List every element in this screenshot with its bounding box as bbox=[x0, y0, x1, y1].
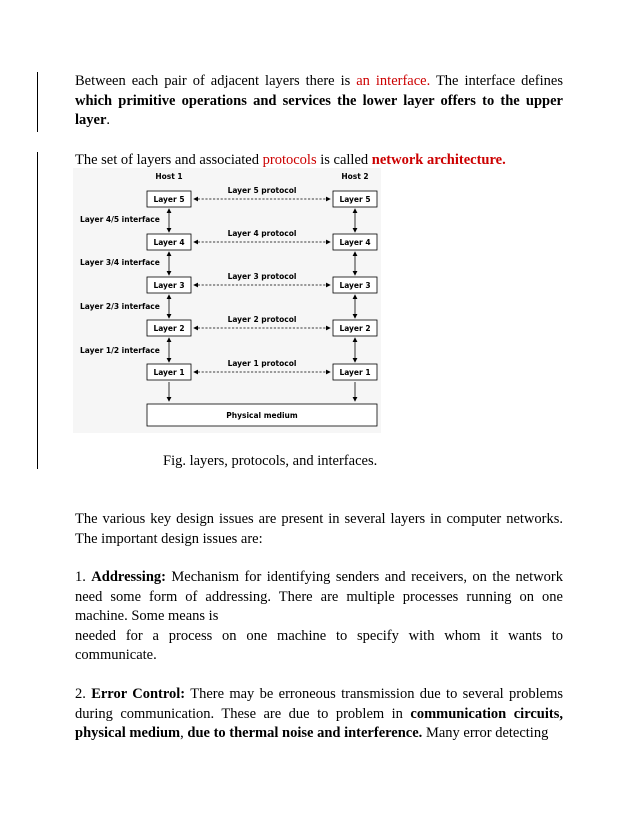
host2-layer-4: Layer 4 bbox=[339, 238, 371, 247]
interface-4-5-label: Layer 4/5 interface bbox=[80, 215, 160, 224]
change-bar bbox=[37, 152, 38, 469]
host2-label: Host 2 bbox=[341, 172, 369, 181]
bold-text: due to thermal noise and interference. bbox=[187, 725, 423, 741]
bold-text: communication circuits, physical medium bbox=[75, 705, 563, 741]
interface-2-3-label: Layer 2/3 interface bbox=[80, 302, 160, 311]
physical-medium-label: Physical medium bbox=[226, 411, 298, 420]
text: The interface defines bbox=[430, 73, 563, 89]
host1-layer-2: Layer 2 bbox=[153, 324, 185, 333]
host2-layer-1: Layer 1 bbox=[339, 368, 371, 377]
host2-layer-3: Layer 3 bbox=[339, 281, 371, 290]
layer-3-protocol-label: Layer 3 protocol bbox=[227, 272, 297, 281]
interface-1-2-label: Layer 1/2 interface bbox=[80, 346, 160, 355]
host1-layer-3: Layer 3 bbox=[153, 281, 185, 290]
interface-3-4-label: Layer 3/4 interface bbox=[80, 258, 160, 267]
protocols-link[interactable]: protocols bbox=[262, 152, 317, 168]
paragraph-error-control bbox=[75, 685, 563, 744]
layer-5-protocol-label: Layer 5 protocol bbox=[227, 186, 297, 195]
layer-2-protocol-label: Layer 2 protocol bbox=[227, 315, 297, 324]
host1-layer-5: Layer 5 bbox=[153, 195, 185, 204]
list-number: 1. bbox=[75, 569, 92, 585]
addressing-heading: Addressing: bbox=[91, 569, 166, 585]
text: , bbox=[180, 725, 188, 741]
figure-caption: Fig. layers, protocols, and interfaces. bbox=[163, 453, 378, 469]
paragraph-interface bbox=[75, 72, 563, 131]
text: Many error detecting bbox=[422, 725, 549, 741]
paragraph-design-issues bbox=[75, 510, 563, 549]
layer-4-protocol-label: Layer 4 protocol bbox=[227, 229, 297, 238]
text: The various key design issues are present in several layers in computer networks. The important design issues are: bbox=[75, 511, 563, 547]
text: The set of layers and associated bbox=[75, 152, 263, 168]
error-control-heading: Error Control: bbox=[91, 686, 186, 702]
paragraph-addressing bbox=[75, 568, 563, 666]
host1-layer-1: Layer 1 bbox=[153, 368, 185, 377]
text: Mechanism for identifying senders and receivers, on the network need some form of addressing. There are multiple processes running on one machine. Some means is bbox=[75, 569, 563, 624]
text: There may be erroneous transmission due to several problems during communication. These are due to problem in bbox=[75, 686, 563, 722]
host2-layer-5: Layer 5 bbox=[339, 195, 371, 204]
host1-label: Host 1 bbox=[155, 172, 183, 181]
network-architecture-term: network architecture. bbox=[371, 152, 506, 168]
layers-figure bbox=[73, 168, 381, 433]
text: . bbox=[106, 112, 111, 128]
text: needed for a process on one machine to specify with whom it wants to communicate. bbox=[75, 627, 563, 663]
text: is called bbox=[316, 152, 372, 168]
bold-text: which primitive operations and services the lower layer offers to the upper layer bbox=[75, 92, 563, 128]
host1-layer-4: Layer 4 bbox=[153, 238, 185, 247]
text: Between each pair of adjacent layers there is bbox=[75, 73, 357, 89]
list-number: 2. bbox=[75, 686, 92, 702]
host2-layer-2: Layer 2 bbox=[339, 324, 371, 333]
change-bar bbox=[37, 72, 38, 132]
layer-1-protocol-label: Layer 1 protocol bbox=[227, 359, 297, 368]
interface-link[interactable]: an interface. bbox=[356, 73, 431, 89]
